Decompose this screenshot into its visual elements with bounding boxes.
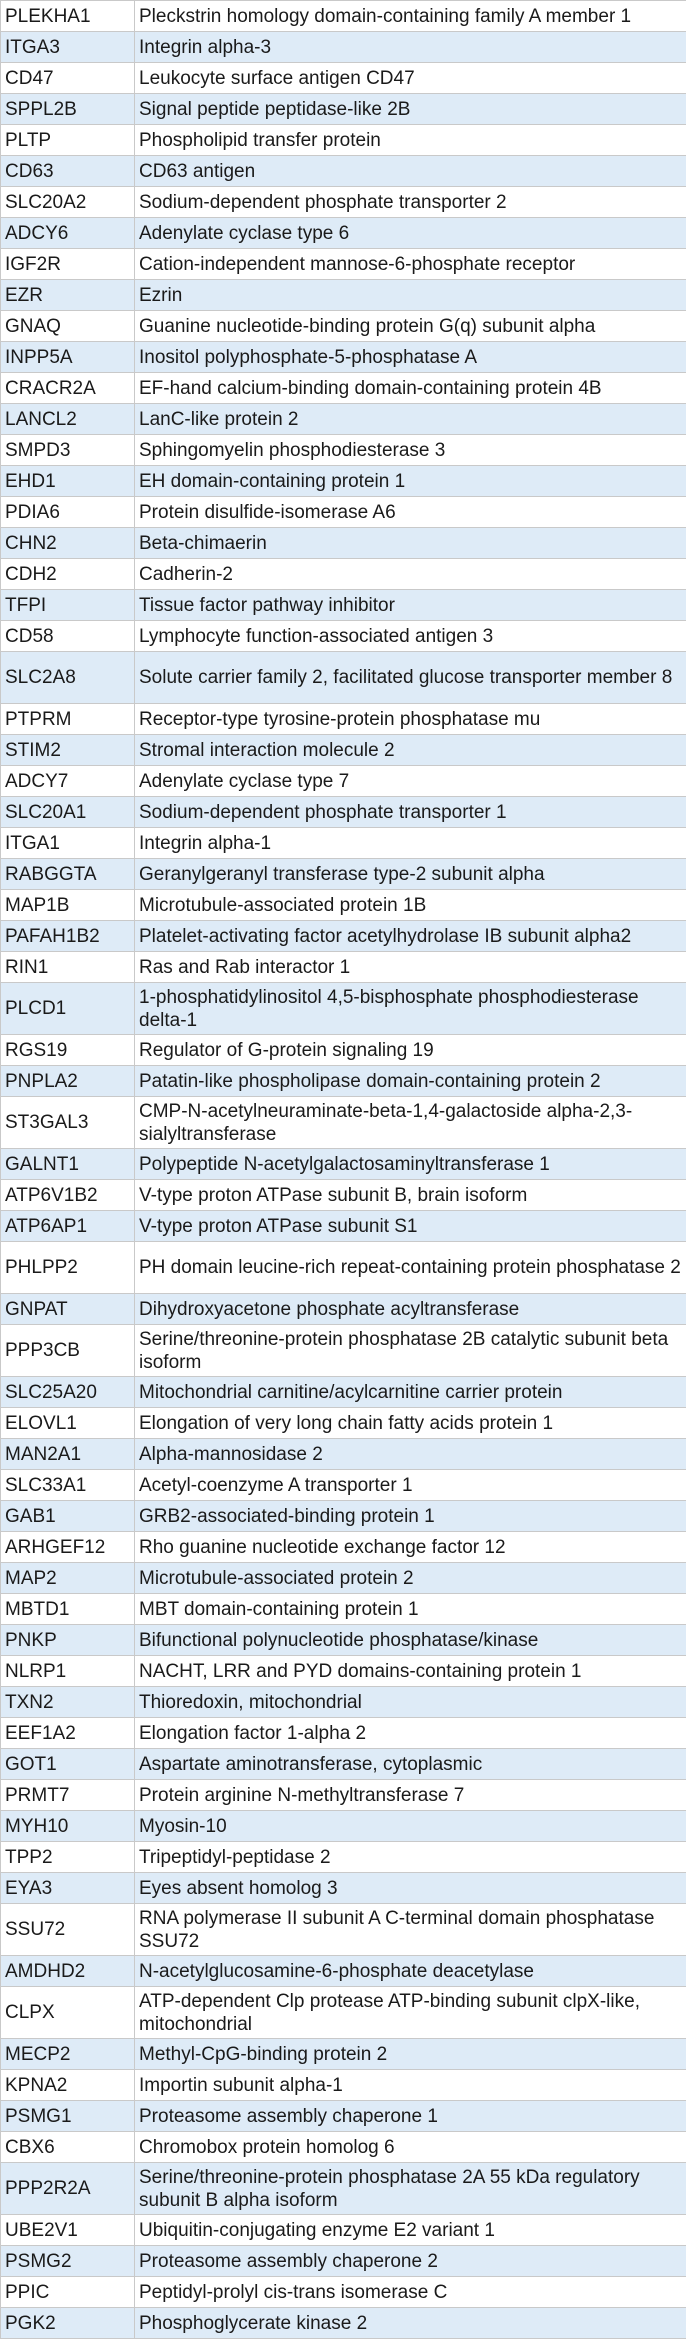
gene-symbol-cell: SPPL2B [1, 94, 135, 125]
gene-symbol-cell: CD63 [1, 156, 135, 187]
gene-symbol-cell: PRMT7 [1, 1780, 135, 1811]
gene-symbol-cell: EYA3 [1, 1873, 135, 1904]
table-row [1, 766, 686, 797]
protein-name-cell: Cadherin-2 [135, 559, 686, 590]
protein-name-cell: EH domain-containing protein 1 [135, 466, 686, 497]
gene-symbol-cell: MAP2 [1, 1563, 135, 1594]
table-row [1, 280, 686, 311]
gene-symbol-cell: ST3GAL3 [1, 1097, 135, 1149]
table-row [1, 1, 686, 32]
gene-symbol-cell: PPP3CB [1, 1325, 135, 1377]
table-row [1, 2277, 686, 2308]
table-row [1, 1470, 686, 1501]
table-row [1, 1718, 686, 1749]
gene-symbol-cell: ATP6V1B2 [1, 1180, 135, 1211]
gene-symbol-cell: ADCY6 [1, 218, 135, 249]
table-row [1, 952, 686, 983]
table-row [1, 1656, 686, 1687]
gene-symbol-cell: PPP2R2A [1, 2163, 135, 2215]
gene-symbol-cell: NLRP1 [1, 1656, 135, 1687]
protein-name-cell: Leukocyte surface antigen CD47 [135, 63, 686, 94]
protein-name-cell: Protein disulfide-isomerase A6 [135, 497, 686, 528]
protein-name-cell: Elongation of very long chain fatty acids protein 1 [135, 1408, 686, 1439]
table-row [1, 2039, 686, 2070]
gene-symbol-cell: EHD1 [1, 466, 135, 497]
table-row [1, 2215, 686, 2246]
table-row [1, 1325, 686, 1377]
table-row [1, 1987, 686, 2039]
protein-name-cell: ATP-dependent Clp protease ATP-binding subunit clpX-like, mitochondrial [135, 1987, 686, 2039]
gene-symbol-cell: GOT1 [1, 1749, 135, 1780]
gene-symbol-cell: SSU72 [1, 1904, 135, 1956]
table-row [1, 218, 686, 249]
protein-name-cell: Microtubule-associated protein 2 [135, 1563, 686, 1594]
gene-symbol-cell: ITGA1 [1, 828, 135, 859]
gene-symbol-cell: GALNT1 [1, 1149, 135, 1180]
table-row [1, 1780, 686, 1811]
gene-symbol-cell: TFPI [1, 590, 135, 621]
table-row [1, 2246, 686, 2277]
protein-name-cell: Regulator of G-protein signaling 19 [135, 1035, 686, 1066]
protein-name-cell: Aspartate aminotransferase, cytoplasmic [135, 1749, 686, 1780]
protein-name-cell: Phosphoglycerate kinase 2 [135, 2308, 686, 2339]
gene-symbol-cell: RABGGTA [1, 859, 135, 890]
gene-symbol-cell: PPIC [1, 2277, 135, 2308]
table-row [1, 1294, 686, 1325]
protein-name-cell: Chromobox protein homolog 6 [135, 2132, 686, 2163]
protein-name-cell: Inositol polyphosphate-5-phosphatase A [135, 342, 686, 373]
protein-name-cell: CD63 antigen [135, 156, 686, 187]
protein-name-cell: V-type proton ATPase subunit S1 [135, 1211, 686, 1242]
table-row [1, 497, 686, 528]
table-row [1, 859, 686, 890]
table-row [1, 1242, 686, 1294]
protein-name-cell: Dihydroxyacetone phosphate acyltransferase [135, 1294, 686, 1325]
table-row [1, 1594, 686, 1625]
protein-name-cell: Peptidyl-prolyl cis-trans isomerase C [135, 2277, 686, 2308]
gene-symbol-cell: CD47 [1, 63, 135, 94]
gene-symbol-cell: EEF1A2 [1, 1718, 135, 1749]
gene-symbol-cell: ATP6AP1 [1, 1211, 135, 1242]
gene-symbol-cell: ARHGEF12 [1, 1532, 135, 1563]
protein-name-cell: Ubiquitin-conjugating enzyme E2 variant 1 [135, 2215, 686, 2246]
table-row [1, 249, 686, 280]
gene-symbol-cell: TPP2 [1, 1842, 135, 1873]
protein-name-cell: Thioredoxin, mitochondrial [135, 1687, 686, 1718]
protein-name-cell: Receptor-type tyrosine-protein phosphatase mu [135, 704, 686, 735]
protein-name-cell: Stromal interaction molecule 2 [135, 735, 686, 766]
table-row [1, 1687, 686, 1718]
table-row [1, 704, 686, 735]
gene-symbol-cell: CHN2 [1, 528, 135, 559]
protein-name-cell: EF-hand calcium-binding domain-containing protein 4B [135, 373, 686, 404]
gene-symbol-cell: SLC20A2 [1, 187, 135, 218]
gene-symbol-cell: PNPLA2 [1, 1066, 135, 1097]
table-row [1, 1811, 686, 1842]
gene-symbol-cell: CRACR2A [1, 373, 135, 404]
gene-symbol-cell: KPNA2 [1, 2070, 135, 2101]
table-row [1, 559, 686, 590]
gene-symbol-cell: PLEKHA1 [1, 1, 135, 32]
table-row [1, 828, 686, 859]
table-row [1, 652, 686, 704]
protein-name-cell: Mitochondrial carnitine/acylcarnitine carrier protein [135, 1377, 686, 1408]
table-row [1, 621, 686, 652]
gene-symbol-cell: SLC25A20 [1, 1377, 135, 1408]
protein-name-cell: Adenylate cyclase type 6 [135, 218, 686, 249]
table-row [1, 1501, 686, 1532]
table-row [1, 2163, 686, 2215]
table-row [1, 2101, 686, 2132]
protein-name-cell: Beta-chimaerin [135, 528, 686, 559]
gene-symbol-cell: TXN2 [1, 1687, 135, 1718]
protein-name-cell: Proteasome assembly chaperone 1 [135, 2101, 686, 2132]
gene-symbol-cell: RGS19 [1, 1035, 135, 1066]
gene-symbol-cell: AMDHD2 [1, 1956, 135, 1987]
protein-name-cell: Signal peptide peptidase-like 2B [135, 94, 686, 125]
table-row [1, 1097, 686, 1149]
gene-symbol-cell: PTPRM [1, 704, 135, 735]
gene-symbol-cell: MAN2A1 [1, 1439, 135, 1470]
table-row [1, 735, 686, 766]
protein-name-cell: Tripeptidyl-peptidase 2 [135, 1842, 686, 1873]
table-row [1, 1377, 686, 1408]
gene-symbol-cell: CDH2 [1, 559, 135, 590]
protein-name-cell: GRB2-associated-binding protein 1 [135, 1501, 686, 1532]
table-row [1, 373, 686, 404]
protein-name-cell: Phospholipid transfer protein [135, 125, 686, 156]
table-row [1, 590, 686, 621]
gene-symbol-cell: IGF2R [1, 249, 135, 280]
table-row [1, 890, 686, 921]
table-row [1, 1904, 686, 1956]
table-row [1, 1625, 686, 1656]
table-row [1, 1180, 686, 1211]
gene-symbol-cell: SLC33A1 [1, 1470, 135, 1501]
protein-name-cell: NACHT, LRR and PYD domains-containing protein 1 [135, 1656, 686, 1687]
protein-name-cell: Serine/threonine-protein phosphatase 2A 55 kDa regulatory subunit B alpha isoform [135, 2163, 686, 2215]
protein-name-cell: Polypeptide N-acetylgalactosaminyltransferase 1 [135, 1149, 686, 1180]
table-row [1, 2308, 686, 2339]
table-row [1, 1842, 686, 1873]
protein-name-cell: Acetyl-coenzyme A transporter 1 [135, 1470, 686, 1501]
protein-name-cell: Proteasome assembly chaperone 2 [135, 2246, 686, 2277]
protein-name-cell: N-acetylglucosamine-6-phosphate deacetylase [135, 1956, 686, 1987]
protein-name-cell: Adenylate cyclase type 7 [135, 766, 686, 797]
protein-name-cell: Bifunctional polynucleotide phosphatase/kinase [135, 1625, 686, 1656]
table-row [1, 1563, 686, 1594]
gene-symbol-cell: PAFAH1B2 [1, 921, 135, 952]
gene-symbol-cell: INPP5A [1, 342, 135, 373]
protein-name-cell: Alpha-mannosidase 2 [135, 1439, 686, 1470]
gene-symbol-cell: PSMG1 [1, 2101, 135, 2132]
protein-name-cell: Methyl-CpG-binding protein 2 [135, 2039, 686, 2070]
protein-name-cell: Patatin-like phospholipase domain-containing protein 2 [135, 1066, 686, 1097]
gene-symbol-cell: LANCL2 [1, 404, 135, 435]
table-row [1, 1149, 686, 1180]
protein-name-cell: Geranylgeranyl transferase type-2 subunit alpha [135, 859, 686, 890]
protein-name-cell: Solute carrier family 2, facilitated glucose transporter member 8 [135, 652, 686, 704]
protein-table-body [1, 1, 686, 2339]
protein-name-cell: Importin subunit alpha-1 [135, 2070, 686, 2101]
protein-name-cell: Sodium-dependent phosphate transporter 1 [135, 797, 686, 828]
table-row [1, 1211, 686, 1242]
gene-symbol-cell: MYH10 [1, 1811, 135, 1842]
table-row [1, 435, 686, 466]
protein-name-cell: 1-phosphatidylinositol 4,5-bisphosphate phosphodiesterase delta-1 [135, 983, 686, 1035]
table-row [1, 797, 686, 828]
protein-name-cell: Myosin-10 [135, 1811, 686, 1842]
gene-symbol-cell: ADCY7 [1, 766, 135, 797]
gene-symbol-cell: STIM2 [1, 735, 135, 766]
protein-name-cell: Lymphocyte function-associated antigen 3 [135, 621, 686, 652]
protein-name-cell: CMP-N-acetylneuraminate-beta-1,4-galactoside alpha-2,3-sialyltransferase [135, 1097, 686, 1149]
gene-symbol-cell: MAP1B [1, 890, 135, 921]
table-row [1, 1873, 686, 1904]
protein-name-cell: Tissue factor pathway inhibitor [135, 590, 686, 621]
protein-name-cell: Serine/threonine-protein phosphatase 2B catalytic subunit beta isoform [135, 1325, 686, 1377]
table-row [1, 2132, 686, 2163]
table-row [1, 528, 686, 559]
gene-symbol-cell: ELOVL1 [1, 1408, 135, 1439]
protein-name-cell: Elongation factor 1-alpha 2 [135, 1718, 686, 1749]
table-row [1, 1749, 686, 1780]
protein-name-cell: LanC-like protein 2 [135, 404, 686, 435]
table-row [1, 404, 686, 435]
table-row [1, 63, 686, 94]
table-row [1, 921, 686, 952]
gene-symbol-cell: GNPAT [1, 1294, 135, 1325]
table-row [1, 1066, 686, 1097]
protein-name-cell: Sphingomyelin phosphodiesterase 3 [135, 435, 686, 466]
gene-symbol-cell: MBTD1 [1, 1594, 135, 1625]
gene-symbol-cell: CLPX [1, 1987, 135, 2039]
table-row [1, 125, 686, 156]
gene-symbol-cell: SMPD3 [1, 435, 135, 466]
gene-symbol-cell: PHLPP2 [1, 1242, 135, 1294]
protein-name-cell: Sodium-dependent phosphate transporter 2 [135, 187, 686, 218]
protein-name-cell: RNA polymerase II subunit A C-terminal domain phosphatase SSU72 [135, 1904, 686, 1956]
protein-name-cell: PH domain leucine-rich repeat-containing protein phosphatase 2 [135, 1242, 686, 1294]
gene-symbol-cell: PLCD1 [1, 983, 135, 1035]
protein-name-cell: Integrin alpha-1 [135, 828, 686, 859]
gene-symbol-cell: PDIA6 [1, 497, 135, 528]
protein-name-cell: Ezrin [135, 280, 686, 311]
protein-name-cell: Cation-independent mannose-6-phosphate receptor [135, 249, 686, 280]
gene-symbol-cell: EZR [1, 280, 135, 311]
table-row [1, 187, 686, 218]
protein-name-cell: Ras and Rab interactor 1 [135, 952, 686, 983]
protein-name-cell: V-type proton ATPase subunit B, brain isoform [135, 1180, 686, 1211]
protein-name-cell: Eyes absent homolog 3 [135, 1873, 686, 1904]
table-row [1, 342, 686, 373]
gene-symbol-cell: ITGA3 [1, 32, 135, 63]
gene-symbol-cell: SLC20A1 [1, 797, 135, 828]
table-row [1, 156, 686, 187]
table-row [1, 1956, 686, 1987]
gene-symbol-cell: RIN1 [1, 952, 135, 983]
table-row [1, 466, 686, 497]
table-row [1, 94, 686, 125]
gene-symbol-cell: PSMG2 [1, 2246, 135, 2277]
gene-symbol-cell: GNAQ [1, 311, 135, 342]
gene-symbol-cell: GAB1 [1, 1501, 135, 1532]
protein-name-cell: Pleckstrin homology domain-containing family A member 1 [135, 1, 686, 32]
protein-name-cell: Guanine nucleotide-binding protein G(q) subunit alpha [135, 311, 686, 342]
gene-symbol-cell: PNKP [1, 1625, 135, 1656]
gene-symbol-cell: PGK2 [1, 2308, 135, 2339]
table-row [1, 32, 686, 63]
table-row [1, 1035, 686, 1066]
gene-symbol-cell: CBX6 [1, 2132, 135, 2163]
table-row [1, 1532, 686, 1563]
protein-name-cell: Protein arginine N-methyltransferase 7 [135, 1780, 686, 1811]
protein-name-cell: MBT domain-containing protein 1 [135, 1594, 686, 1625]
protein-name-cell: Integrin alpha-3 [135, 32, 686, 63]
gene-symbol-cell: UBE2V1 [1, 2215, 135, 2246]
gene-symbol-cell: PLTP [1, 125, 135, 156]
table-row [1, 311, 686, 342]
table-row [1, 2070, 686, 2101]
gene-symbol-cell: SLC2A8 [1, 652, 135, 704]
gene-symbol-cell: CD58 [1, 621, 135, 652]
table-row [1, 983, 686, 1035]
protein-name-cell: Rho guanine nucleotide exchange factor 12 [135, 1532, 686, 1563]
protein-name-cell: Microtubule-associated protein 1B [135, 890, 686, 921]
protein-name-cell: Platelet-activating factor acetylhydrolase IB subunit alpha2 [135, 921, 686, 952]
gene-symbol-cell: MECP2 [1, 2039, 135, 2070]
table-row [1, 1408, 686, 1439]
table-row [1, 1439, 686, 1470]
